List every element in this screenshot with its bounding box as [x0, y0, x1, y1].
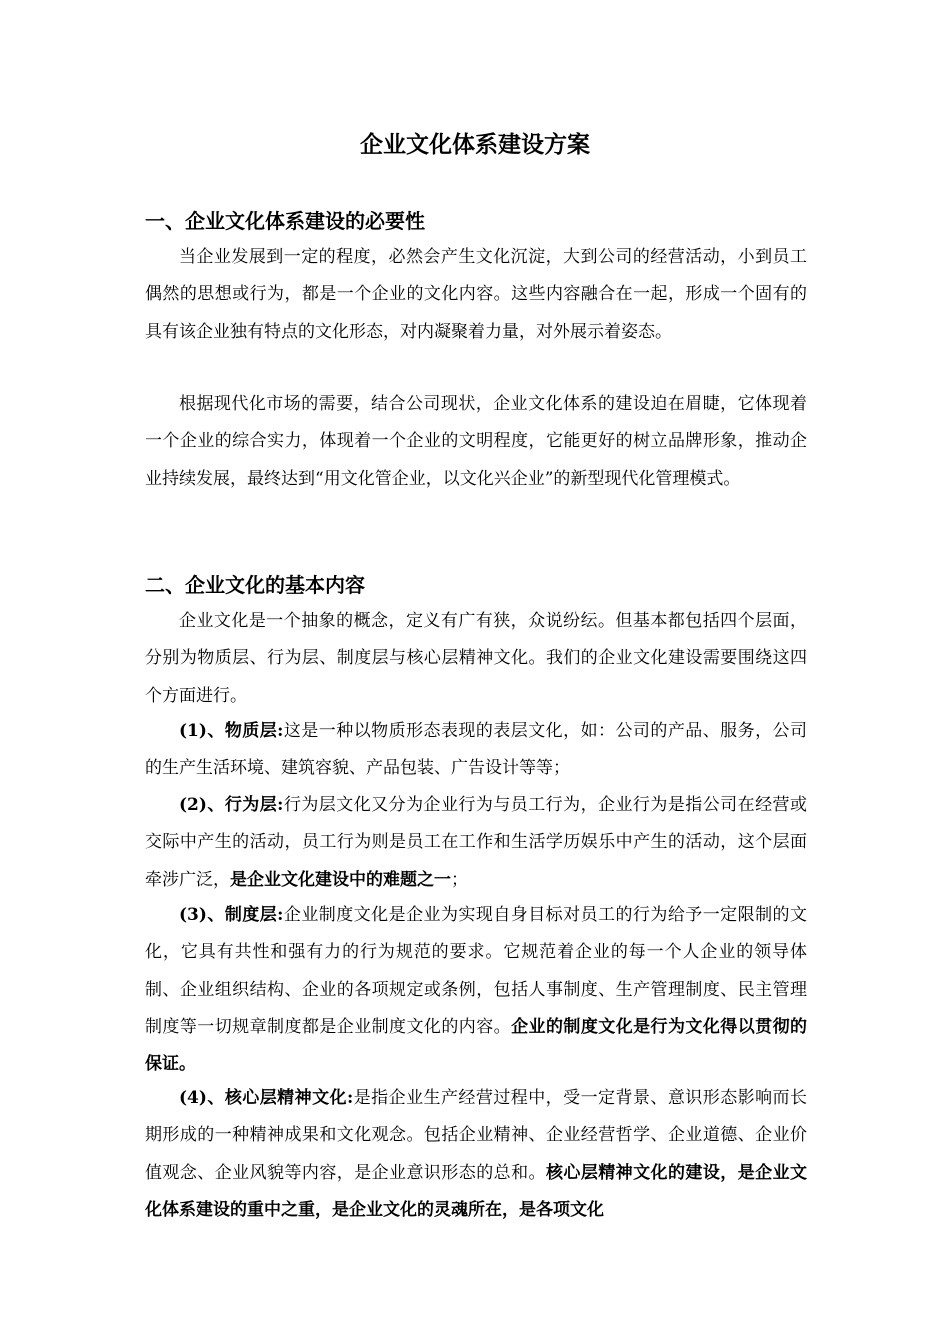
- item-system-emphasis: 企业的制度文化是行为文化得以贯彻的保证。: [145, 1016, 808, 1075]
- section-2-intro: 企业文化是一个抽象的概念，定义有广有狭，众说纷纭。但基本都包括四个层面，分别为物质层、行为层、制度层与核心层精神文化。我们的企业文化建设需要围绕这四个方面进行。: [145, 611, 807, 706]
- section-2-heading: 二、企业文化的基本内容: [145, 573, 365, 597]
- item-behavior-emphasis: 是企业文化建设中的难题之一: [230, 869, 451, 890]
- item-core-spirit-label: (4)、核心层精神文化:: [179, 1088, 354, 1108]
- item-behavior-tail: ；: [451, 869, 468, 890]
- item-system-layer: [145, 897, 807, 1083]
- item-material-text: 这是一种以物质形态表现的表层文化，如：公司的产品、服务，公司的生产生活环境、建筑容貌、产品包装、广告设计等等；: [145, 721, 807, 779]
- item-system-label: (3)、制度层:: [179, 905, 284, 925]
- item-core-spirit-emphasis: 核心层精神文化的建设，是企业文化体系建设的重中之重，是企业文化的灵魂所在，是各项文化: [145, 1162, 808, 1220]
- item-material-layer: [145, 713, 807, 788]
- item-system-text: 企业制度文化是企业为实现自身目标对员工的行为给予一定限制的文化，它具有共性和强有力的行为规范的要求。它规范着企业的每一个人企业的领导体制、企业组织结构、企业的各项规定或条例，包括人事制度、生产管理制度、民主管理制度等一切规章制度都是企业制度文化的内容。: [145, 905, 807, 1037]
- section-1-heading: 一、企业文化体系建设的必要性: [145, 209, 425, 233]
- section-1-paragraph-1: 当企业发展到一定的程度，必然会产生文化沉淀，大到公司的经营活动，小到员工偶然的思想或行为，都是一个企业的文化内容。这些内容融合在一起，形成一个固有的具有该企业独有特点的文化形态，对内凝聚着力量，对外展示着姿态。: [145, 247, 807, 342]
- item-behavior-label: (2)、行为层:: [179, 795, 284, 815]
- document-title: 企业文化体系建设方案: [360, 131, 590, 158]
- item-behavior-layer: [145, 787, 807, 899]
- item-core-spirit-text: 是指企业生产经营过程中，受一定背景、意识形态影响而长期形成的一种精神成果和文化观念。包括企业精神、企业经营哲学、企业道德、企业价值观念、企业风貌等内容，是企业意识形态的总和。: [145, 1088, 807, 1183]
- section-1-paragraph-2: 根据现代化市场的需要，结合公司现状，企业文化体系的建设迫在眉睫，它体现着一个企业的综合实力，体现着一个企业的文明程度，它能更好的树立品牌形象，推动企业持续发展，最终达到“用文化管企业，以文化兴企业”的新型现代化管理模式。: [145, 394, 807, 489]
- item-core-spirit-layer: [145, 1080, 807, 1229]
- item-behavior-text: 行为层文化又分为企业行为与员工行为，企业行为是指公司在经营或交际中产生的活动，员工行为则是员工在工作和生活学历娱乐中产生的活动，这个层面牵涉广泛，: [145, 795, 807, 890]
- item-material-label: (1)、物质层:: [179, 721, 284, 741]
